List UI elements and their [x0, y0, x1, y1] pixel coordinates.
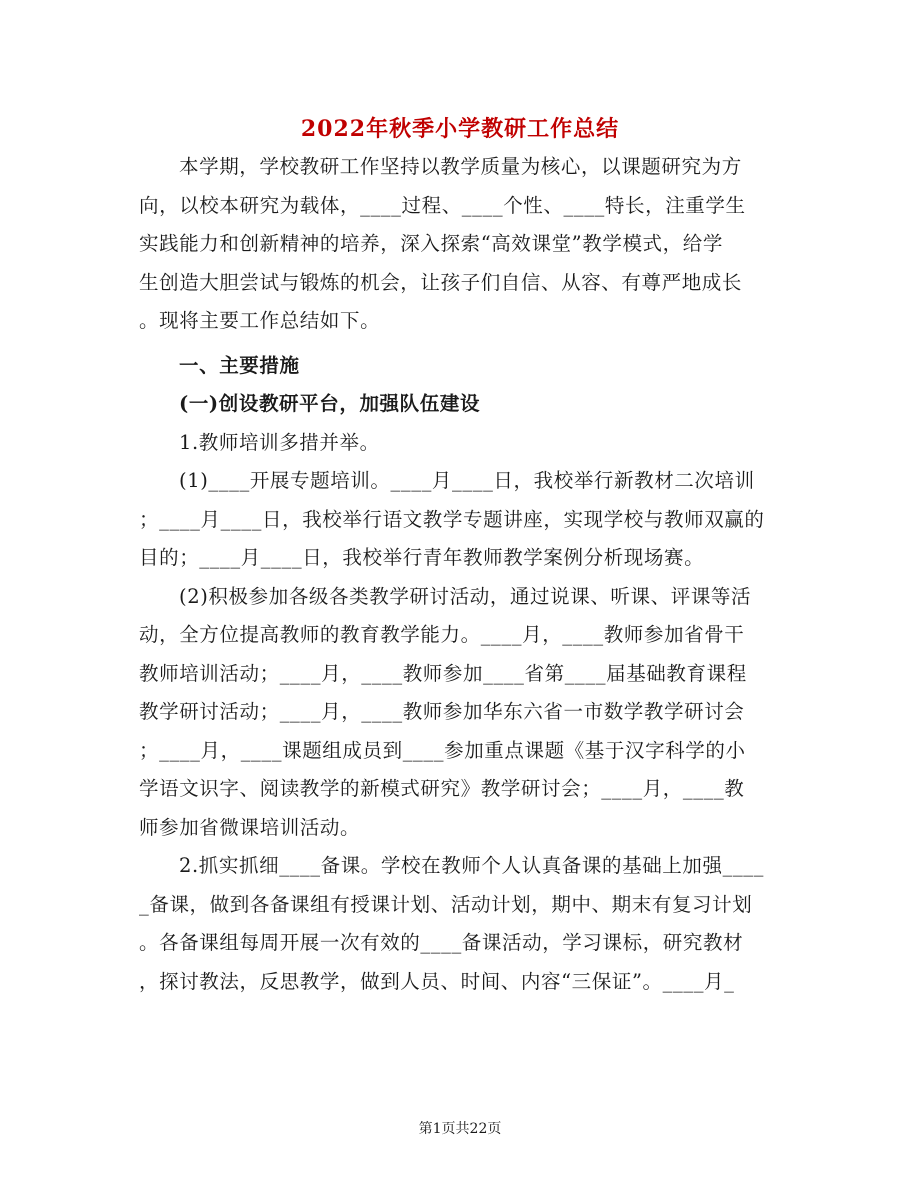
section-heading: 一、主要措施 — [179, 353, 300, 377]
paragraph-line: 教师培训活动；____月，____教师参加____省第____届基础教育课程 — [139, 661, 747, 685]
paragraph-line: 动，全方位提高教师的教育教学能力。____月，____教师参加省骨干 — [139, 623, 745, 646]
paragraph-line: 。各备课组每周开展一次有效的____备课活动，学习课标，研究教材 — [139, 931, 744, 954]
paragraph-line: 生创造大胆尝试与锻炼的机会，让孩子们自信、从容、有尊严地成长 — [139, 270, 743, 294]
paragraph-line: 师参加省微课培训活动。 — [139, 815, 361, 839]
paragraph-line: (2)积极参加各级各类教学研讨活动，通过说课、听课、评课等活 — [179, 584, 752, 608]
paragraph-line: 向，以校本研究为载体，____过程、____个性、____特长，注重学生 — [139, 193, 746, 217]
paragraph-line: ，探讨教法，反思教学，做到人员、时间、内容“三保证”。____月_ — [139, 969, 735, 993]
paragraph-line: 2.抓实抓细____备课。学校在教师个人认真备课的基础上加强____ — [179, 854, 765, 877]
page-number: 第1页共22页 — [418, 1121, 502, 1137]
document-body — [139, 148, 779, 1001]
paragraph-line: 学语文识字、阅读教学的新模式研究》教学研讨会；____月，____教 — [139, 777, 745, 800]
paragraph-line: ；____月____日，我校举行语文教学专题讲座，实现学校与教师双赢的 — [139, 507, 765, 531]
paragraph-line: ；____月，____课题组成员到____参加重点课题《基于汉字科学的小 — [139, 738, 746, 762]
paragraph-line: 。现将主要工作总结如下。 — [139, 309, 381, 332]
paragraph-line: (1)____开展专题培训。____月____日，我校举行新教材二次培训 — [179, 469, 755, 492]
paragraph-line: _备课，做到各备课组有授课计划、活动计划，期中、期末有复习计划 — [139, 892, 753, 916]
paragraph-line: 实践能力和创新精神的培养，深入探索“高效课堂”教学模式，给学 — [139, 232, 723, 255]
item-heading: 1.教师培训多措并举。 — [179, 430, 380, 454]
paragraph-line: 教学研讨活动；____月，____教师参加华东六省一市数学教学研讨会 — [139, 700, 745, 723]
document-title: 2022年秋季小学教研工作总结 — [300, 116, 620, 142]
paragraph-line: 目的；____月____日，我校举行青年教师教学案例分析现场赛。 — [139, 546, 705, 569]
paragraph-line: 本学期，学校教研工作坚持以教学质量为核心，以课题研究为方 — [179, 155, 742, 178]
subsection-heading: (一)创设教研平台，加强队伍建设 — [179, 392, 481, 415]
